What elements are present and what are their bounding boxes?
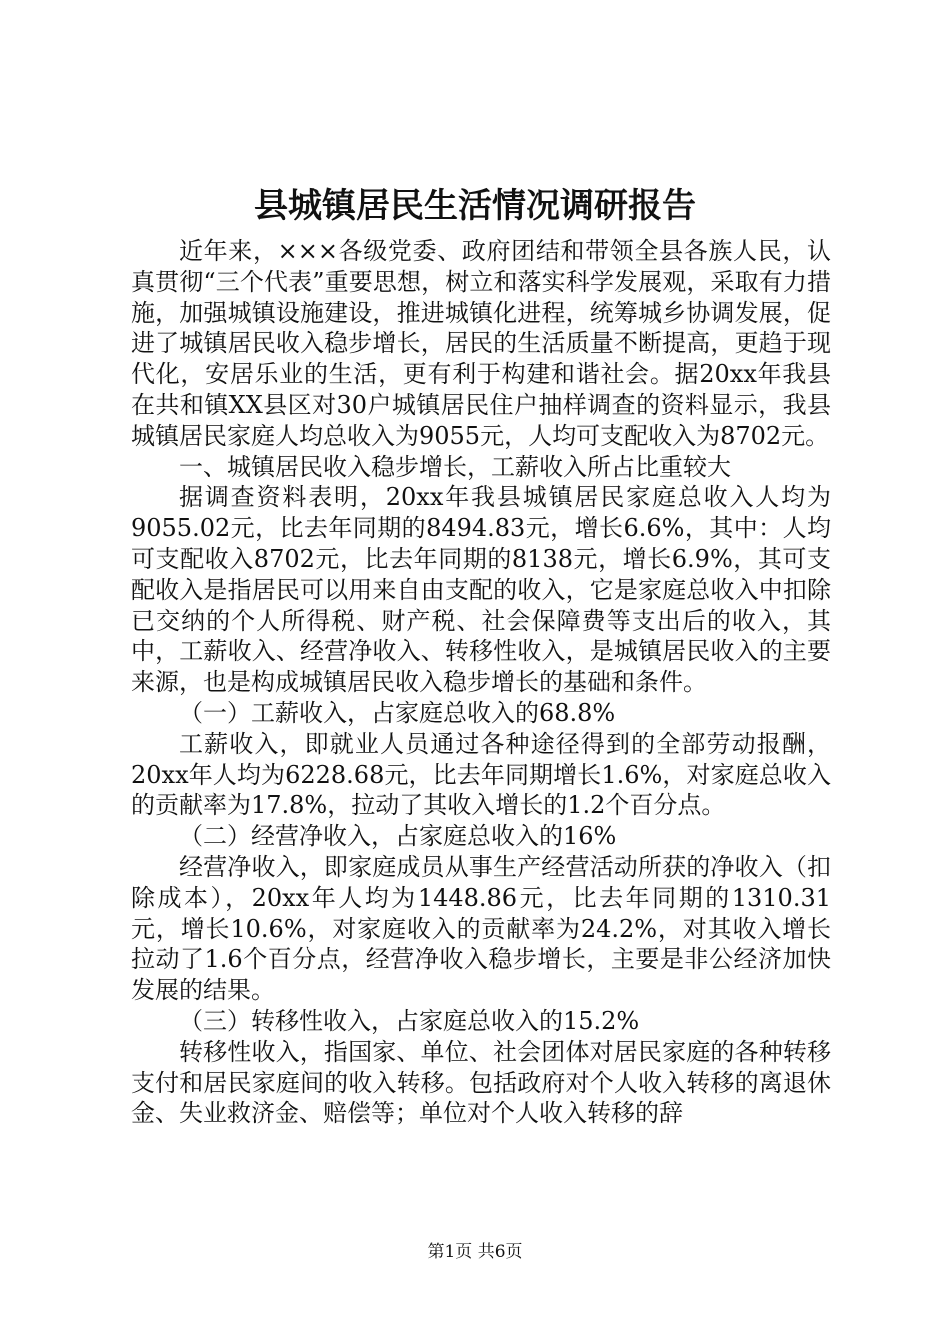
- paragraph: 工薪收入，即就业人员通过各种途径得到的全部劳动报酬，20xx年人均为6228.68元，比去年同期增长1.6%，对家庭总收入的贡献率为17.8%，拉动了其收入增长的1.2个百分点。: [131, 729, 831, 820]
- document-body: [131, 236, 831, 1129]
- paragraph: 转移性收入，指国家、单位、社会团体对居民家庭的各种转移支付和居民家庭间的收入转移。包括政府对个人收入转移的离退休金、失业救济金、赔偿等；单位对个人收入转移的辞: [131, 1037, 831, 1128]
- subsection-heading: （三）转移性收入，占家庭总收入的15.2%: [179, 1006, 640, 1035]
- paragraph: 据调查资料表明，20xx年我县城镇居民家庭总收入人均为9055.02元，比去年同期的8494.83元，增长6.6%，其中：人均可支配收入8702元，比去年同期的8138元，增长6.9%，其可支配收入是指居民可以用来自由支配的收入，它是家庭总收入中扣除已交纳的个人所得税、财产税、社会保障费等支出后的收入，其中，工薪收入、经营净收入、转移性收入，是城镇居民收入的主要来源，也是构成城镇居民收入稳步增长的基础和条件。: [131, 483, 831, 697]
- paragraph: 经营净收入，即家庭成员从事生产经营活动所获的净收入（扣除成本），20xx年人均为1448.86元，比去年同期的1310.31元，增长10.6%，对家庭收入的贡献率为24.2%，对其收入增长拉动了1.6个百分点，经营净收入稳步增长，主要是非公经济加快发展的结果。: [131, 852, 831, 1005]
- section-heading: 一、城镇居民收入稳步增长，工薪收入所占比重较大: [179, 452, 731, 481]
- page-title: 县城镇居民生活情况调研报告: [254, 186, 696, 226]
- paragraph-intro: 近年来，×××各级党委、政府团结和带领全县各族人民，认真贯彻“三个代表”重要思想，树立和落实科学发展观，采取有力措施，加强城镇设施建设，推进城镇化进程，统筹城乡协调发展，促进了城镇居民收入稳步增长，居民的生活质量不断提高，更趋于现代化，安居乐业的生活，更有利于构建和谐社会。据20xx年我县在共和镇XX县区对30户城镇居民住户抽样调查的资料显示，我县城镇居民家庭人均总收入为9055元，人均可支配收入为8702元。: [131, 237, 831, 450]
- page-footer: 第1页 共6页: [427, 1242, 523, 1262]
- subsection-heading: （一）工薪收入，占家庭总收入的68.8%: [179, 698, 616, 727]
- subsection-heading: （二）经营净收入，占家庭总收入的16%: [179, 822, 617, 851]
